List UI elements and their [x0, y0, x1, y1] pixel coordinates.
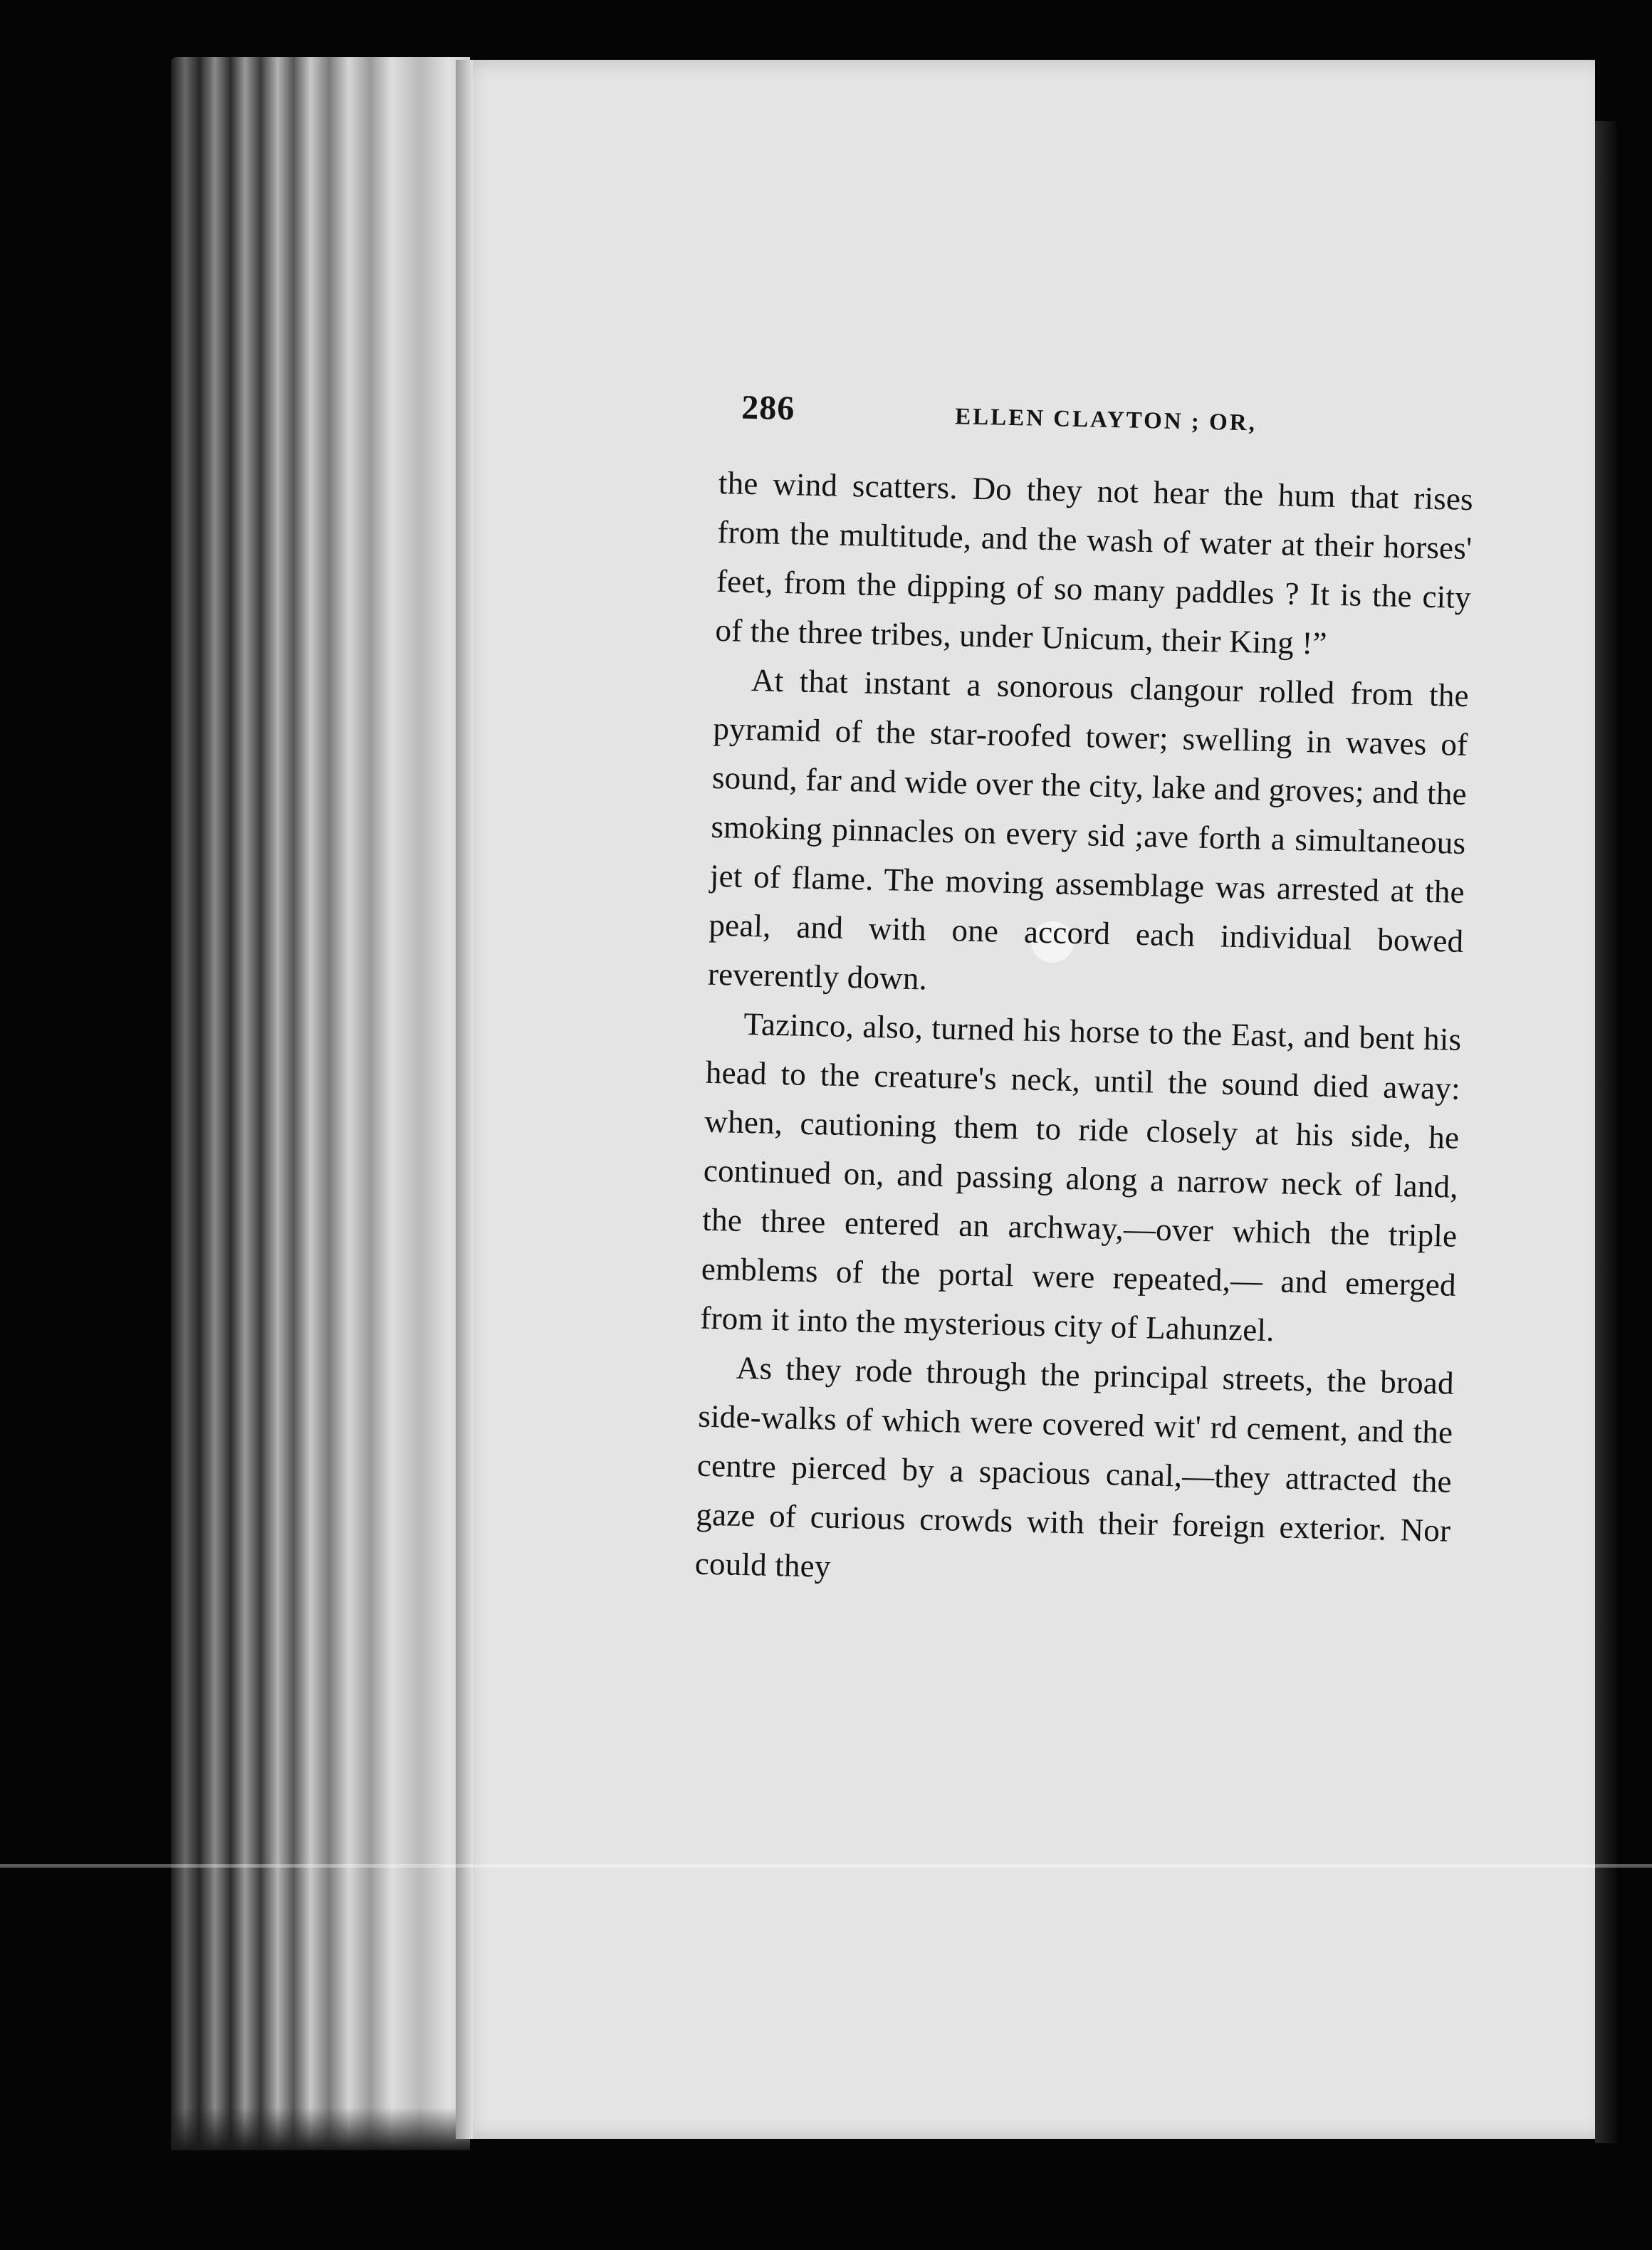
body-text [694, 459, 1473, 1605]
page-shadow [1595, 121, 1616, 2143]
page-number: 286 [741, 388, 795, 428]
paragraph-3: Tazinco, also, turned his horse to the East, and bent his head to the creature's neck, until the sound died away: when, cautioning them to ride closely at his side, he continued on, and passing along a narrow neck of land, the three entered an archway,—over which the triple emblems of the portal were repeated,— and emerged from it into the mysterious city of Lahunzel. [699, 1005, 1462, 1349]
paragraph-2: At that instant a sonorous clangour rolled from the pyramid of the star-roofed tower; swelling in waves of sound, far and wide over the city, lake and groves; and the smoking pinnacles on every sid ;ave forth a simultaneous jet of flame. The moving assemblage was arrested at the peal, and with one accord each individual bowed reverently down. [707, 662, 1470, 997]
page-edges [171, 57, 470, 2150]
paragraph-1: the wind scatters. Do they not hear the hum that rises from the multitude, and the wash of water at their horses' feet, from the dipping of so many paddles ? It is the city of the three tribes, under Unicum, their King !” [715, 464, 1474, 661]
paragraph-4: As they rode through the principal streets, the broad side-walks of which were covered wit' rd cement, and the centre pierced by a spacious canal,—they attracted the gaze of curious crowds with their foreign exterior. Nor could they [694, 1349, 1455, 1584]
scanner-line [0, 1864, 1652, 1868]
running-head-title: ELLEN CLAYTON ; OR, [954, 404, 1258, 436]
page-text-block [694, 387, 1475, 1605]
